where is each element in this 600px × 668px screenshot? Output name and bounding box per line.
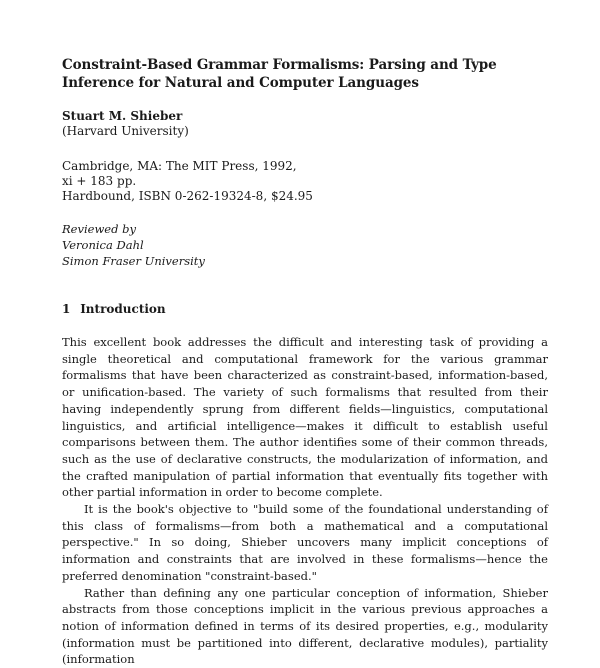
- paragraph: It is the book's objective to "build some of the foundational understanding of this class of formalisms—from both a mathematical and a computational perspective." In so doing, Shieber uncovers many implicit conceptions of information and constraints that are involved in these formalisms—hence the preferred denomination "constraint-based.": [62, 502, 548, 583]
- reviewer-block: [62, 221, 548, 269]
- section-number: 1: [62, 302, 71, 316]
- review-page: [62, 56, 548, 668]
- reviewed-by-label: Reviewed by: [62, 222, 136, 236]
- paragraph: This excellent book addresses the difficult and interesting task of providing a single theoretical and computational framework for the various grammar formalisms that have been characterized as constraint-based, information-based, or unification-based. The variety of such formalisms that resulted from their having independently sprung from different fields—linguistics, computational linguistics, and artificial intelligence—makes it difficult to establish useful comparisons between them. The author identifies some of their common threads, such as the use of declarative constructs, the modularization of information, and the crafted manipulation of partial information that eventually fits together with other partial information in order to become complete.: [62, 335, 548, 500]
- author-block: [62, 109, 548, 139]
- paragraph: Rather than defining any one particular conception of information, Shieber abstracts from those conceptions implicit in the various previous approaches a notion of information defined in terms of its desired properties, e.g., modularity (information must be partitioned into different, declarative modules), partiality (information: [62, 585, 548, 667]
- body-text: [62, 334, 548, 668]
- publication-info: [62, 159, 548, 204]
- publisher-line: Cambridge, MA: The MIT Press, 1992,: [62, 159, 297, 173]
- section-heading: [62, 302, 548, 317]
- book-title: Constraint-Based Grammar Formalisms: Parsing and Type Inference for Natural and Computer Languages: [62, 57, 497, 91]
- author-name: Stuart M. Shieber: [62, 109, 183, 123]
- reviewer-name: Veronica Dahl: [62, 238, 144, 252]
- pages-line: xi + 183 pp.: [62, 174, 137, 188]
- reviewer-affiliation: Simon Fraser University: [62, 254, 205, 268]
- isbn-line: Hardbound, ISBN 0-262-19324-8, $24.95: [62, 189, 313, 203]
- author-affiliation: (Harvard University): [62, 124, 189, 138]
- section-title: Introduction: [80, 302, 166, 316]
